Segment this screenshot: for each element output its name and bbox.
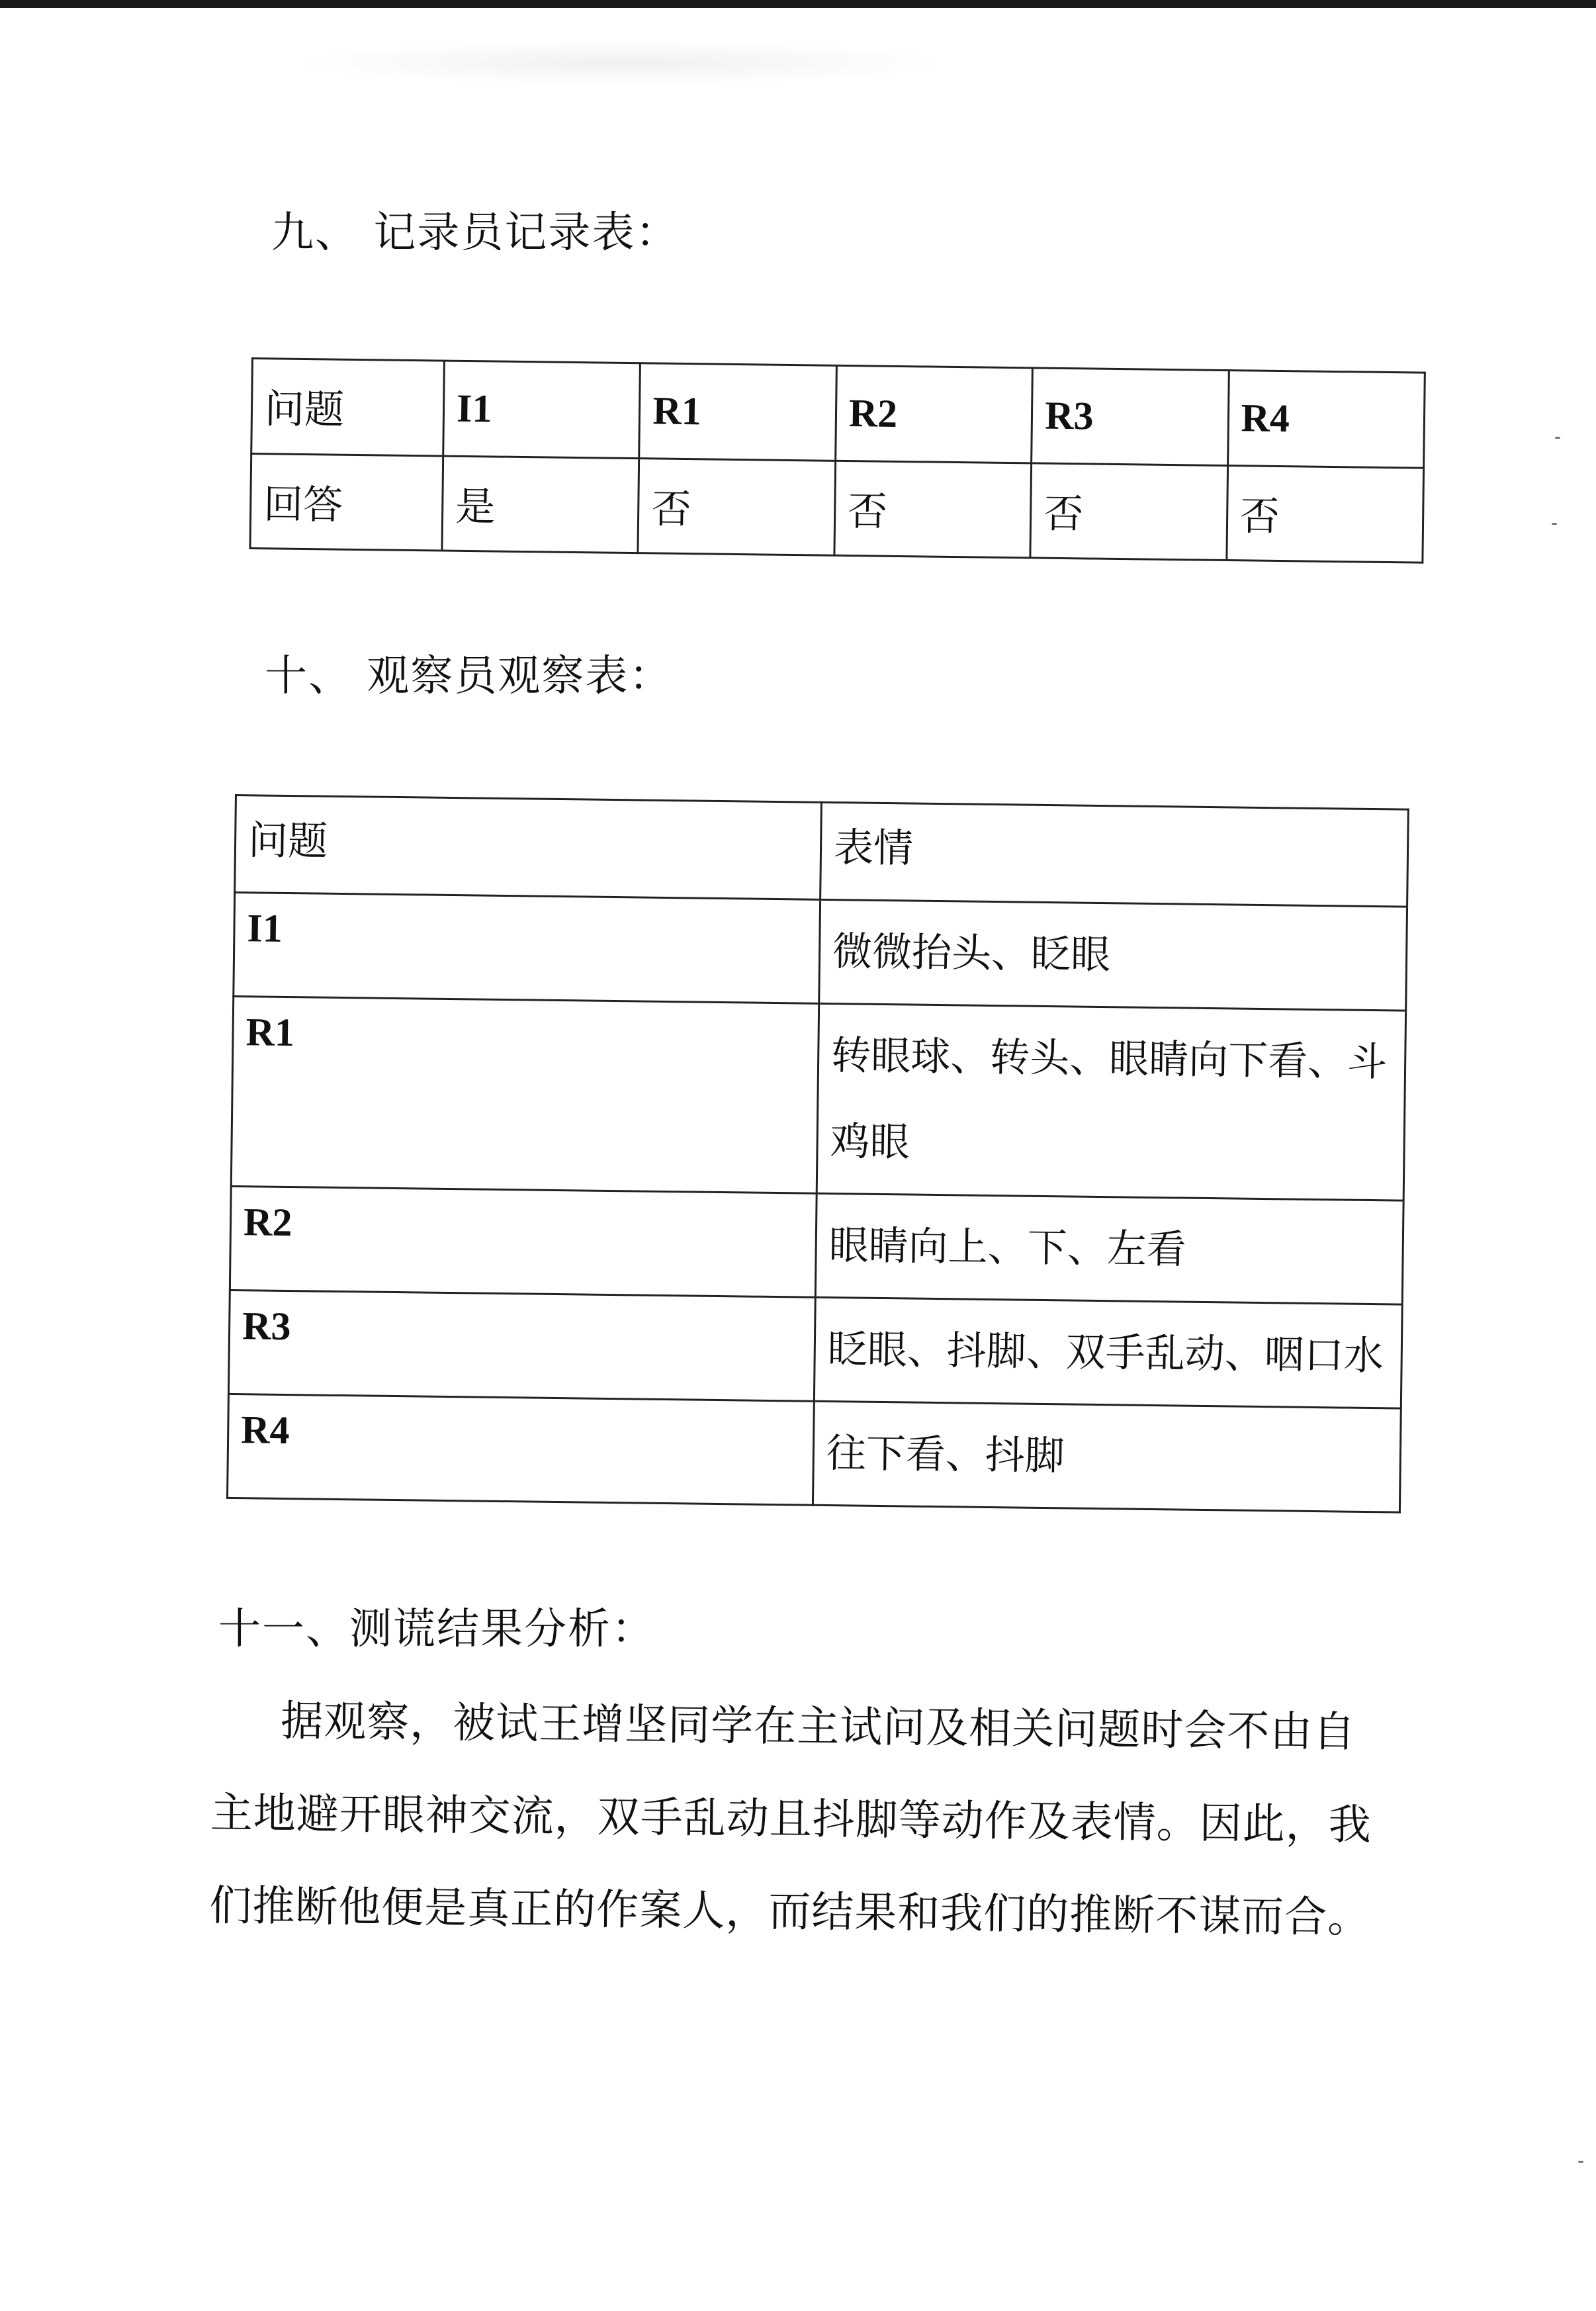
question-cell: R3 [228, 1290, 815, 1401]
table-row [234, 893, 1407, 1011]
expression-cell: 眼睛向上、下、左看 [815, 1193, 1403, 1304]
table-row [228, 1290, 1402, 1408]
scan-speck [1552, 523, 1557, 525]
analysis-paragraph: 据观察，被试王增坚同学在主试问及相关问题时会不由自主地避开眼神交流，双手乱动且抖脚等动作及表情。因此，我们推断他便是真正的作案人，而结果和我们的推断不谋而合。 [208, 1697, 1372, 1943]
table-header-row [235, 795, 1409, 907]
question-cell: R2 [230, 1186, 817, 1297]
answer-cell: 否 [834, 461, 1032, 558]
column-header-question: 问题 [235, 795, 822, 900]
expression-cell: 眨眼、抖脚、双手乱动、咽口水 [814, 1297, 1402, 1408]
scan-smudge [291, 40, 953, 86]
expression-cell: 转眼球、转头、眼睛向下看、斗鸡眼 [817, 1003, 1405, 1201]
scan-speck [1578, 2161, 1583, 2163]
question-cell: R1 [231, 996, 819, 1193]
question-cell: I1 [443, 361, 641, 458]
question-cell: I1 [234, 893, 820, 1004]
question-cell: R4 [1227, 371, 1425, 468]
table-row [251, 359, 1425, 468]
question-cell: R4 [228, 1394, 815, 1505]
section-10-heading: 十、 观察员观察表： [265, 652, 673, 701]
answer-cell: 是 [442, 456, 639, 553]
table-row [230, 1186, 1403, 1304]
question-cell: R1 [639, 363, 836, 461]
recorder-table [249, 357, 1425, 564]
answer-cell: 否 [1226, 465, 1423, 563]
section-11-heading: 十一、测谎结果分析： [218, 1605, 655, 1654]
scan-speck [1555, 437, 1560, 439]
question-cell: R2 [835, 365, 1032, 463]
section-9-heading: 九、 记录员记录表： [271, 208, 680, 257]
observer-table [226, 794, 1409, 1514]
scan-top-edge [0, 0, 1596, 8]
answer-cell: 否 [1030, 463, 1227, 560]
row-header-answer: 回答 [250, 453, 443, 551]
question-cell: R3 [1032, 368, 1229, 465]
expression-cell: 微微抬头、眨眼 [819, 899, 1407, 1011]
table-row [231, 996, 1405, 1201]
expression-cell: 往下看、抖脚 [813, 1401, 1401, 1512]
table-row [250, 453, 1424, 563]
table-row [228, 1394, 1401, 1512]
column-header-expression: 表情 [820, 802, 1409, 907]
row-header-question: 问题 [251, 359, 445, 456]
answer-cell: 否 [638, 458, 835, 555]
